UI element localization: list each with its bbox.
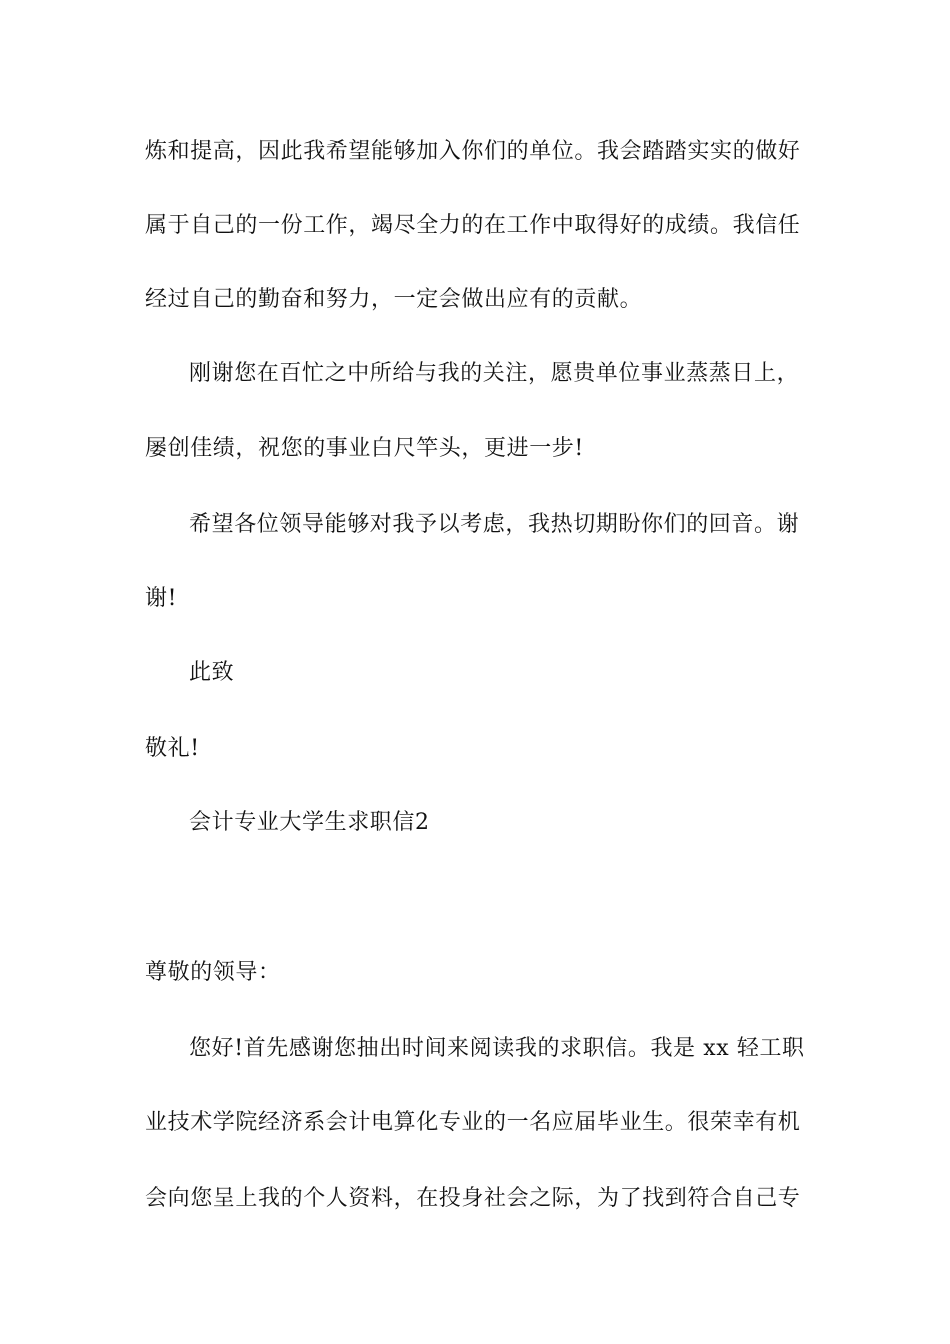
paragraph-line: 您好!首先感谢您抽出时间来阅读我的求职信。我是 xx 轻工职 — [189, 1036, 805, 1061]
section-title: 会计专业大学生求职信2 — [189, 810, 430, 835]
salutation-line: 敬礼! — [145, 736, 200, 761]
paragraph-line: 属于自己的一份工作，竭尽全力的在工作中取得好的成绩。我信任 — [145, 213, 801, 238]
closing-line: 此致 — [189, 660, 235, 685]
paragraph-line: 炼和提高，因此我希望能够加入你们的单位。我会踏踏实实的做好 — [145, 139, 801, 164]
paragraph-line: 屡创佳绩，祝您的事业白尺竿头，更进一步! — [145, 436, 584, 461]
paragraph-line: 谢! — [145, 586, 178, 611]
paragraph-line: 经过自己的勤奋和努力，一定会做出应有的贡献。 — [145, 287, 643, 312]
paragraph-line: 刚谢您在百忙之中所给与我的关注，愿贵单位事业蒸蒸日上， — [189, 361, 800, 386]
paragraph-line: 希望各位领导能够对我予以考虑，我热切期盼你们的回音。谢 — [189, 512, 800, 537]
paragraph-line: 业技术学院经济系会计电算化专业的一名应届毕业生。很荣幸有机 — [145, 1110, 801, 1135]
paragraph-line: 会向您呈上我的个人资料，在投身社会之际，为了找到符合自己专 — [145, 1186, 801, 1211]
greeting-line: 尊敬的领导： — [145, 960, 281, 985]
